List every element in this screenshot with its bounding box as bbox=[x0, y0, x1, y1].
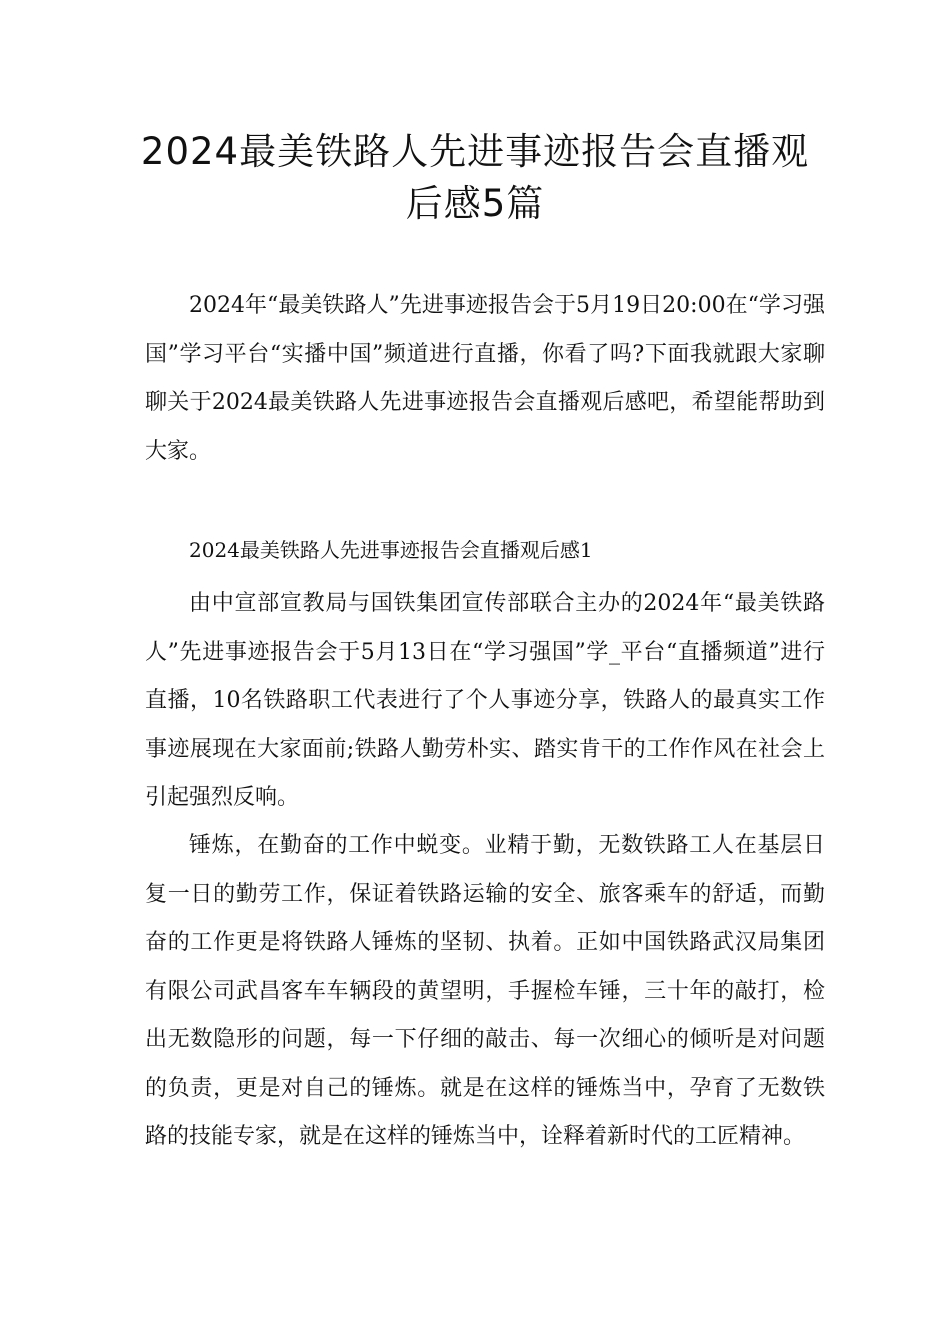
title-line-1: 2024最美铁路人先进事迹报告会直播观 bbox=[140, 130, 810, 173]
section-heading: 2024最美铁路人先进事迹报告会直播观后感1 bbox=[189, 538, 593, 562]
document-title bbox=[120, 126, 830, 230]
title-line-2: 后感5篇 bbox=[405, 182, 545, 225]
body-paragraph-2: 锤炼，在勤奋的工作中蜕变。业精于勤，无数铁路工人在基层日复一日的勤劳工作，保证着铁路运输的安全、旅客乘车的舒适，而勤奋的工作更是将铁路人锤炼的坚韧、执着。正如中国铁路武汉局集团有限公司武昌客车车辆段的黄望明，手握检车锤，三十年的敲打，检出无数隐形的问题，每一下仔细的敲击、每一次细心的倾听是对问题的负责，更是对自己的锤炼。就是在这样的锤炼当中，孕育了无数铁路的技能专家，就是在这样的锤炼当中，诠释着新时代的工匠精神。 bbox=[145, 833, 825, 1149]
intro-paragraph: 2024年“最美铁路人”先进事迹报告会于5月19日20:00在“学习强国”学习平台“实播中国”频道进行直播，你看了吗?下面我就跟大家聊聊关于2024最美铁路人先进事迹报告会直播观后感吧，希望能帮助到大家。 bbox=[145, 293, 825, 464]
body-paragraph-1: 由中宣部宣教局与国铁集团宣传部联合主办的2024年“最美铁路人”先进事迹报告会于5月13日在“学习强国”学_平台“直播频道”进行直播，10名铁路职工代表进行了个人事迹分享，铁路人的最真实工作事迹展现在大家面前;铁路人勤劳朴实、踏实肯干的工作作风在社会上引起强烈反响。 bbox=[145, 591, 825, 810]
